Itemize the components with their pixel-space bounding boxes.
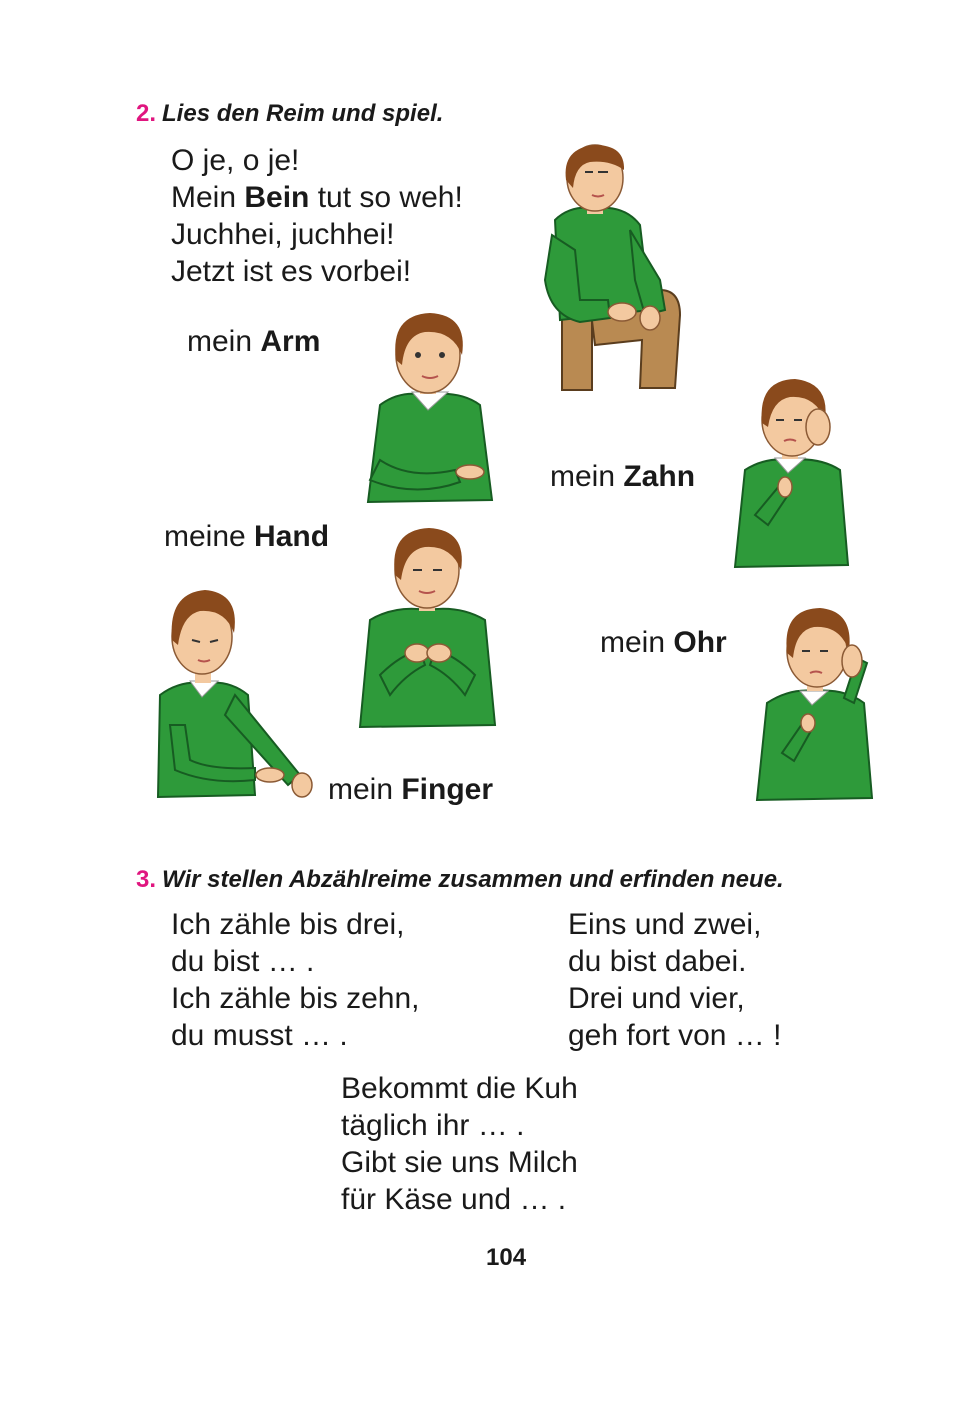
rhyme-line-3: Juchhei, juchhei! [171, 218, 395, 251]
center-line-1: Bekommt die Kuh [341, 1072, 578, 1105]
boy-tooth-illustration [730, 375, 850, 570]
boy-ear-illustration [752, 603, 877, 803]
boy-arm-illustration [360, 310, 500, 510]
center-line-4: für Käse und … . [341, 1183, 567, 1216]
task3-number: 3. [136, 866, 157, 893]
center-line-3: Gibt sie uns Milch [341, 1146, 578, 1179]
label-ohr: mein Ohr [600, 626, 727, 659]
left-line-3: Ich zähle bis zehn, [171, 982, 420, 1015]
left-line-4: du musst … . [171, 1019, 348, 1052]
task3-rhyme-center [341, 1070, 578, 1218]
rhyme-line-1: O je, o je! [171, 144, 300, 177]
task2-rhyme [171, 142, 463, 290]
task3-heading [136, 866, 784, 894]
task3-rhyme-left [171, 906, 419, 1054]
rhyme-keyword-bein: Bein [244, 181, 310, 214]
boy-leg-illustration [540, 140, 690, 390]
right-line-4: geh fort von … ! [568, 1019, 782, 1052]
center-line-2: täglich ihr … . [341, 1109, 525, 1142]
boy-hand-illustration [355, 525, 500, 730]
task3-instruction: Wir stellen Abzählreime zusammen und erfinden neue. [162, 866, 784, 893]
label-zahn: mein Zahn [550, 460, 696, 493]
task2-heading [136, 100, 443, 128]
right-line-2: du bist dabei. [568, 945, 747, 978]
label-hand: meine Hand [164, 520, 330, 553]
boy-finger-illustration [150, 585, 320, 805]
right-line-1: Eins und zwei, [568, 908, 762, 941]
task2-instruction: Lies den Reim und spiel. [162, 100, 444, 127]
task3-rhyme-right [568, 906, 781, 1054]
label-arm: mein Arm [187, 325, 321, 358]
label-finger: mein Finger [328, 773, 494, 806]
rhyme-line-2: Mein Bein tut so weh! [171, 181, 463, 214]
left-line-1: Ich zähle bis drei, [171, 908, 405, 941]
task2-number: 2. [136, 100, 157, 127]
page-number: 104 [486, 1244, 527, 1271]
left-line-2: du bist … . [171, 945, 315, 978]
rhyme-line-4: Jetzt ist es vorbei! [171, 255, 412, 288]
right-line-3: Drei und vier, [568, 982, 745, 1015]
